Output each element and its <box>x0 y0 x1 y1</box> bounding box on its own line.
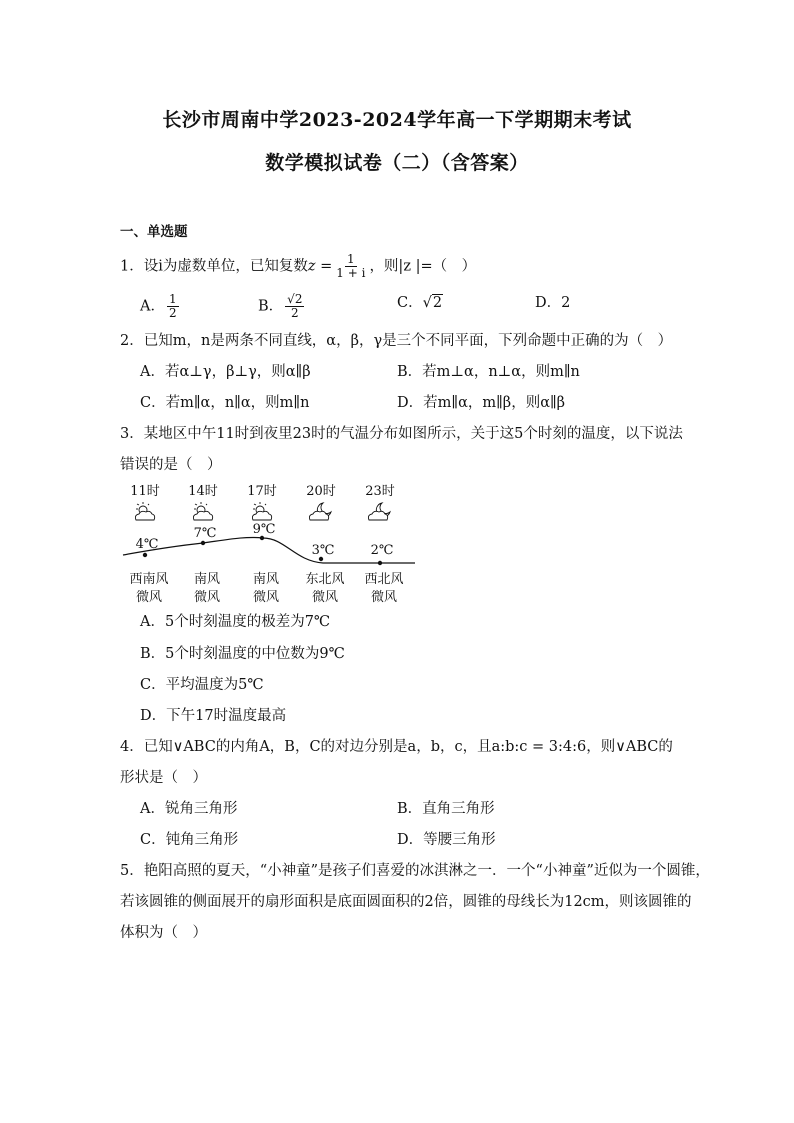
question-3-stem-line2: 错误的是（ ） <box>120 457 222 473</box>
q4-option-d: D．等腰三角形 <box>397 832 496 848</box>
q1-z-eq: z = <box>307 258 333 275</box>
q1-option-c <box>397 293 443 313</box>
cloudy-sun-icon <box>193 502 212 520</box>
q1-option-d: D．2 <box>535 295 571 311</box>
page-title: 长沙市周南中学2023-2024学年高一下学期期末考试 <box>162 109 632 131</box>
question-2-stem: 2．已知m，n是两条不同直线，α，β，γ是三个不同平面，下列命题中正确的为（ ） <box>120 333 673 349</box>
question-5-line1: 5．艳阳高照的夏天，“小神童”是孩子们喜爱的冰淇淋之一．一个“小神童”近似为一个圆锥， <box>120 863 710 879</box>
temperature-point <box>378 561 382 565</box>
q1-option-b-radicand: 2 <box>294 292 303 306</box>
temperature-label: 3℃ <box>311 543 335 558</box>
q1-option-b-den: 2 <box>290 306 299 320</box>
q1-option-a-fraction <box>167 293 179 320</box>
question-5-line3: 体积为（ ） <box>120 925 207 941</box>
q1-frac-den: 1 + i <box>336 266 366 280</box>
q1-option-b-num: √2 <box>287 292 303 306</box>
question-3-stem-line1: 3．某地区中午11时到夜里23时的气温分布如图所示，关于这5个时刻的温度，以下说法 <box>120 426 683 442</box>
q1-option-c-sqrt: √2 <box>422 295 443 311</box>
section-heading: 一、单选题 <box>120 224 188 240</box>
cloudy-sun-icon <box>135 502 154 520</box>
temperature-label: 4℃ <box>135 537 159 552</box>
q4-option-a: A．锐角三角形 <box>140 801 238 817</box>
q1-text-b: ，则|z |=（ ） <box>369 258 477 275</box>
time-label: 14时 <box>188 484 218 499</box>
temperature-label: 9℃ <box>252 522 276 537</box>
q1-option-b-label: B． <box>258 298 284 315</box>
q2-option-a: A．若α⊥γ，β⊥γ，则α∥β <box>140 364 311 380</box>
q3-option-c: C．平均温度为5℃ <box>140 677 264 693</box>
wind-direction-label: 西南风 <box>129 572 169 587</box>
time-label: 17时 <box>247 484 277 499</box>
q1-number: 1． <box>120 258 144 275</box>
q1-fraction <box>334 253 367 280</box>
temperature-point <box>143 553 147 557</box>
q1-option-a-den: 2 <box>168 306 177 320</box>
q4-option-b: B．直角三角形 <box>397 801 495 817</box>
page-subtitle: 数学模拟试卷（二）（含答案） <box>265 152 529 174</box>
question-5-line2: 若该圆锥的侧面展开的扇形面积是底面圆面积的2倍，圆锥的母线长为12cm，则该圆锥的 <box>120 894 692 910</box>
wind-direction-label: 南风 <box>193 572 221 587</box>
weather-figure <box>115 478 415 608</box>
q2-option-d: D．若m∥α，m∥β，则α∥β <box>397 395 566 411</box>
wind-level-label: 微风 <box>311 590 339 605</box>
q2-option-c: C．若m∥α，n∥α，则m∥n <box>140 395 310 411</box>
wind-direction-label: 西北风 <box>364 572 404 587</box>
cloudy-moon-icon <box>368 503 390 520</box>
time-label: 11时 <box>130 484 160 499</box>
q1-option-a <box>140 293 181 320</box>
q1-option-c-radicand: 2 <box>432 295 443 311</box>
q3-option-a: A．5个时刻温度的极差为7℃ <box>140 614 331 630</box>
q1-option-b-fraction <box>285 293 304 320</box>
temperature-label: 7℃ <box>193 526 217 541</box>
q1-option-a-label: A． <box>140 298 165 315</box>
wind-direction-label: 东北风 <box>305 572 345 587</box>
cloudy-moon-icon <box>309 503 331 520</box>
time-label: 23时 <box>365 484 395 499</box>
q2-option-b: B．若m⊥α，n⊥α，则m∥n <box>397 364 580 380</box>
wind-level-label: 微风 <box>193 590 221 605</box>
q3-option-d: D．下午17时温度最高 <box>140 708 287 724</box>
temperature-point <box>201 541 205 545</box>
wind-level-label: 微风 <box>252 590 280 605</box>
temperature-label: 2℃ <box>370 543 394 558</box>
wind-level-label: 微风 <box>135 590 163 605</box>
cloudy-sun-icon <box>252 502 271 520</box>
q1-frac-num: 1 <box>347 252 355 266</box>
time-label: 20时 <box>306 484 336 499</box>
question-4-stem-line1: 4．已知∨ABC的内角A，B，C的对边分别是a，b，c，且a:b:c = 3:4:6，则∨ABC的 <box>120 739 673 755</box>
q4-option-c: C．钝角三角形 <box>140 832 239 848</box>
q1-text-a: 设i为虚数单位，已知复数 <box>143 258 308 275</box>
question-4-stem-line2: 形状是（ ） <box>120 770 207 786</box>
wind-level-label: 微风 <box>370 590 398 605</box>
q1-option-c-label: C． <box>397 295 423 311</box>
q1-option-a-num: 1 <box>168 292 177 306</box>
wind-direction-label: 南风 <box>252 572 280 587</box>
q1-option-b <box>258 293 306 320</box>
question-1-stem <box>120 253 476 280</box>
q3-option-b: B．5个时刻温度的中位数为9℃ <box>140 646 345 662</box>
